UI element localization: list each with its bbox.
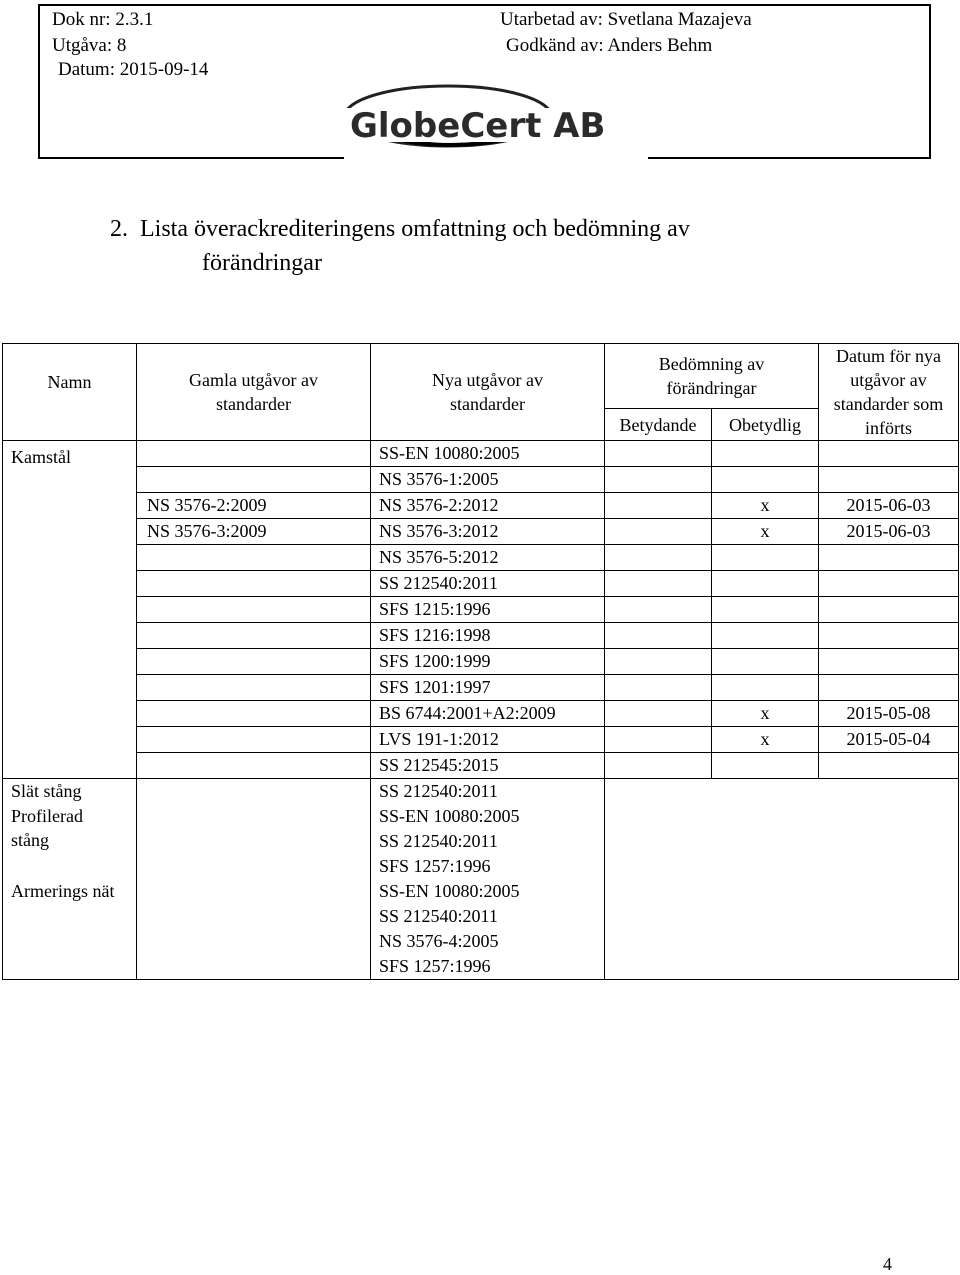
approved-by: Godkänd av: Anders Behm (506, 35, 713, 56)
introduced-date: 2015-06-03 (819, 519, 959, 545)
new-standard: SS-EN 10080:2005 (371, 441, 605, 467)
new-standard: SS 212545:2015 (371, 753, 605, 779)
old-standard: NS 3576-3:2009 (137, 519, 371, 545)
significant-mark (605, 467, 712, 493)
significant-mark (605, 545, 712, 571)
insignificant-mark: x (712, 493, 819, 519)
col-header-insignificant: Obetydlig (712, 409, 819, 441)
insignificant-mark (712, 623, 819, 649)
insignificant-mark (712, 545, 819, 571)
new-standard: NS 3576-4:2005 (371, 929, 605, 954)
new-standard: SS 212540:2011 (371, 904, 605, 929)
table-row (3, 597, 959, 623)
logo-text: GlobeCert AB (350, 106, 606, 146)
new-standard: SS 212540:2011 (371, 779, 605, 805)
table-row (3, 519, 959, 545)
group-name-label: Slät stång (11, 781, 82, 801)
old-standard (137, 467, 371, 493)
significant-mark (605, 493, 712, 519)
group-name-label: Armerings nät (11, 881, 115, 901)
new-standard: NS 3576-5:2012 (371, 545, 605, 571)
table-row (3, 727, 959, 753)
old-standard (137, 623, 371, 649)
globecert-logo (340, 78, 640, 168)
insignificant-mark (712, 441, 819, 467)
col-header-new: Nya utgåvor av standarder (371, 344, 605, 441)
old-standard (137, 441, 371, 467)
significant-mark (605, 675, 712, 701)
table-row (3, 623, 959, 649)
new-standard: SS-EN 10080:2005 (371, 879, 605, 904)
table-row (3, 753, 959, 779)
significant-mark (605, 623, 712, 649)
table-body (3, 441, 959, 980)
table-row (3, 467, 959, 493)
old-standard (137, 753, 371, 779)
insignificant-mark (712, 571, 819, 597)
new-standard: SFS 1257:1996 (371, 954, 605, 980)
old-standard (137, 571, 371, 597)
page-number: 4 (883, 1254, 892, 1274)
new-standard: SFS 1200:1999 (371, 649, 605, 675)
old-standard (137, 675, 371, 701)
insignificant-mark (712, 649, 819, 675)
new-standard: SFS 1216:1998 (371, 623, 605, 649)
insignificant-mark (712, 597, 819, 623)
group-name (3, 804, 137, 879)
new-standard: NS 3576-3:2012 (371, 519, 605, 545)
group-name-kamstal: Kamstål (3, 441, 137, 779)
new-standard: SS 212540:2011 (371, 829, 605, 854)
col-header-significant: Betydande (605, 409, 712, 441)
new-standard: SFS 1257:1996 (371, 854, 605, 879)
introduced-date (819, 675, 959, 701)
insignificant-mark (712, 467, 819, 493)
assessment-empty (605, 779, 959, 980)
introduced-date: 2015-06-03 (819, 493, 959, 519)
significant-mark (605, 571, 712, 597)
old-standard (137, 649, 371, 675)
heading-line1: Lista överackrediteringens omfattning och bedömning av (140, 216, 690, 242)
old-standard-empty (137, 779, 371, 980)
section-heading (110, 212, 690, 280)
significant-mark (605, 597, 712, 623)
table-row (3, 493, 959, 519)
standards-table (2, 343, 959, 980)
table-row (3, 779, 959, 805)
table-row (3, 545, 959, 571)
insignificant-mark: x (712, 519, 819, 545)
introduced-date (819, 597, 959, 623)
significant-mark (605, 441, 712, 467)
insignificant-mark (712, 675, 819, 701)
insignificant-mark: x (712, 701, 819, 727)
new-standard: NS 3576-2:2012 (371, 493, 605, 519)
insignificant-mark (712, 753, 819, 779)
table-row (3, 701, 959, 727)
heading-line2: förändringar (202, 250, 322, 276)
col-header-namn: Namn (3, 344, 137, 441)
introduced-date (819, 649, 959, 675)
col-header-date: Datum för nya utgåvor av standarder som införts (819, 344, 959, 441)
date: Datum: 2015-09-14 (58, 59, 209, 80)
table-row (3, 649, 959, 675)
new-standard: SS 212540:2011 (371, 571, 605, 597)
table-row (3, 675, 959, 701)
col-header-assessment: Bedömning av förändringar (605, 344, 819, 409)
group-name-label: Profilerad stång (11, 806, 83, 850)
new-standard: SS-EN 10080:2005 (371, 804, 605, 829)
table-row (3, 571, 959, 597)
new-standard: SFS 1201:1997 (371, 675, 605, 701)
introduced-date: 2015-05-04 (819, 727, 959, 753)
introduced-date (819, 545, 959, 571)
prepared-by: Utarbetad av: Svetlana Mazajeva (500, 9, 752, 30)
edition: Utgåva: 8 (52, 35, 127, 56)
header-divider-left (38, 157, 344, 159)
old-standard: NS 3576-2:2009 (137, 493, 371, 519)
old-standard (137, 597, 371, 623)
introduced-date (819, 441, 959, 467)
group-name (3, 779, 137, 805)
significant-mark (605, 519, 712, 545)
introduced-date: 2015-05-08 (819, 701, 959, 727)
significant-mark (605, 701, 712, 727)
table-row (3, 441, 959, 467)
significant-mark (605, 753, 712, 779)
significant-mark (605, 727, 712, 753)
new-standard: LVS 191-1:2012 (371, 727, 605, 753)
new-standard: BS 6744:2001+A2:2009 (371, 701, 605, 727)
old-standard (137, 727, 371, 753)
old-standard (137, 701, 371, 727)
significant-mark (605, 649, 712, 675)
group-name (3, 879, 137, 980)
insignificant-mark: x (712, 727, 819, 753)
heading-number: 2. (110, 216, 128, 242)
new-standard: SFS 1215:1996 (371, 597, 605, 623)
new-standard: NS 3576-1:2005 (371, 467, 605, 493)
introduced-date (819, 571, 959, 597)
introduced-date (819, 753, 959, 779)
col-header-old: Gamla utgåvor av standarder (137, 344, 371, 441)
introduced-date (819, 623, 959, 649)
old-standard (137, 545, 371, 571)
header-divider-right (648, 157, 931, 159)
doc-number: Dok nr: 2.3.1 (52, 9, 154, 30)
introduced-date (819, 467, 959, 493)
